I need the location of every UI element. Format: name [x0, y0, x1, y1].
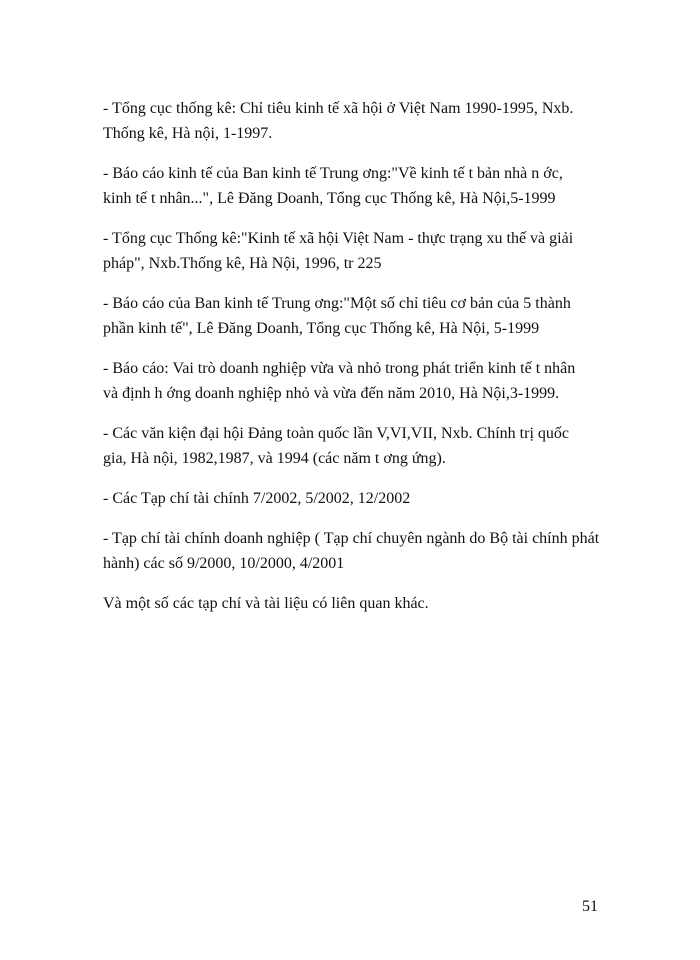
- reference-item-4: [103, 291, 623, 341]
- reference-line: - Báo cáo của Ban kinh tế Trung ơng:"Một số chỉ tiêu cơ bản của 5 thành: [103, 295, 571, 312]
- reference-item-8: [103, 526, 623, 576]
- reference-item-5: [103, 356, 623, 406]
- reference-line: Thống kê, Hà nội, 1-1997.: [103, 125, 273, 142]
- page-number: 51: [582, 898, 598, 915]
- reference-line: - Các văn kiện đại hội Đảng toàn quốc lần V,VI,VII, Nxb. Chính trị quốc: [103, 425, 569, 442]
- reference-line: - Báo cáo kinh tế của Ban kinh tế Trung ơng:"Về kinh tế t bản nhà n ớc,: [103, 165, 563, 182]
- reference-line: và định h ớng doanh nghiệp nhỏ và vừa đến năm 2010, Hà Nội,3-1999.: [103, 385, 560, 402]
- reference-list: [103, 96, 623, 616]
- reference-item-2: [103, 161, 623, 211]
- reference-line: - Tổng cục thống kê: Chỉ tiêu kinh tế xã hội ở Việt Nam 1990-1995, Nxb.: [103, 100, 574, 117]
- reference-item-6: [103, 421, 623, 471]
- reference-line: - Báo cáo: Vai trò doanh nghiệp vừa và nhỏ trong phát triển kinh tế t nhân: [103, 360, 576, 377]
- closing-note: Và một số các tạp chí và tài liệu có liên quan khác.: [103, 595, 429, 612]
- reference-line: phần kinh tế", Lê Đăng Doanh, Tổng cục Thống kê, Hà Nội, 5-1999: [103, 320, 540, 337]
- reference-line: kinh tế t nhân...", Lê Đăng Doanh, Tổng cục Thống kê, Hà Nội,5-1999: [103, 190, 556, 207]
- reference-item-1: [103, 96, 623, 146]
- reference-line: - Tổng cục Thống kê:"Kinh tế xã hội Việt Nam - thực trạng xu thế và giải: [103, 230, 574, 247]
- reference-line: gia, Hà nội, 1982,1987, và 1994 (các năm t ơng ứng).: [103, 450, 446, 467]
- reference-line: - Tạp chí tài chính doanh nghiệp ( Tạp chí chuyên ngành do Bộ tài chính phát: [103, 530, 600, 547]
- reference-line: hành) các số 9/2000, 10/2000, 4/2001: [103, 555, 345, 572]
- reference-item-7: [103, 486, 623, 511]
- reference-line: pháp", Nxb.Thống kê, Hà Nội, 1996, tr 225: [103, 255, 382, 272]
- reference-line: - Các Tạp chí tài chính 7/2002, 5/2002, 12/2002: [103, 490, 411, 507]
- reference-item-3: [103, 226, 623, 276]
